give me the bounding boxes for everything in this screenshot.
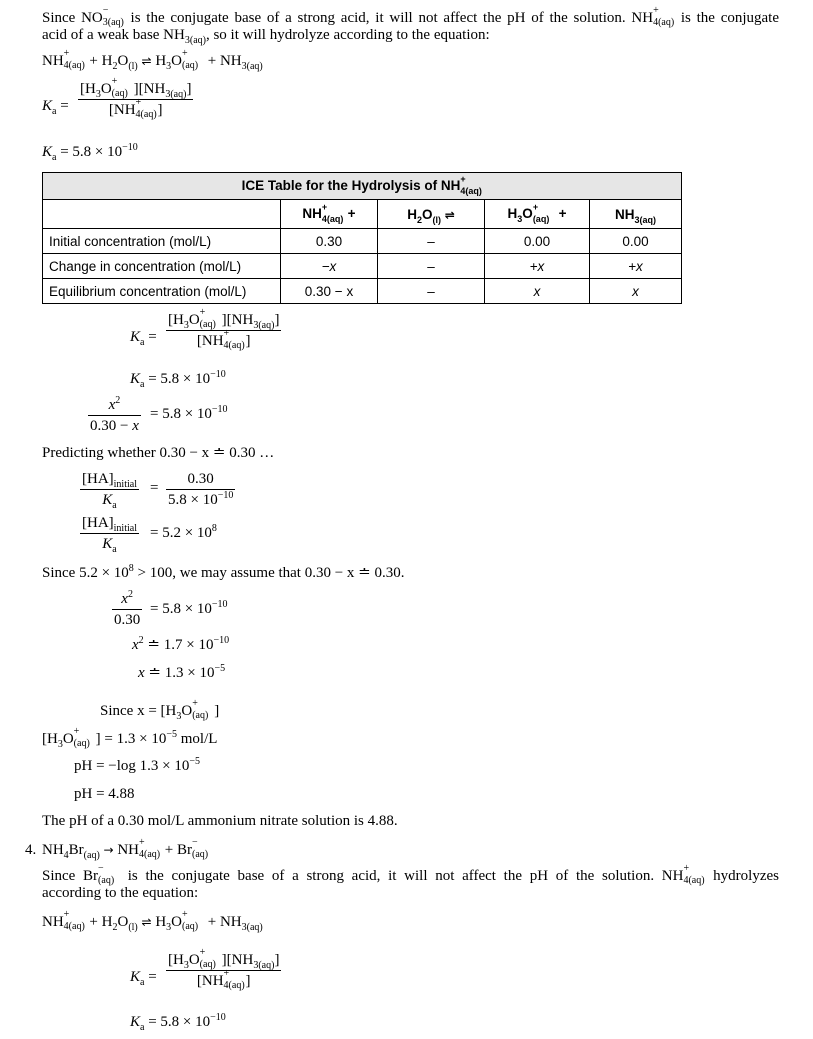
ha-ratio-fraction-2: $[HA]_{initial}$ $K_a$	[82, 515, 137, 555]
ice-cell: –	[378, 254, 485, 279]
intro-line-1: Since NO − 3(aq) is the conjugate base of a strong acid, it will not affect the pH of the solution. NH + 4(aq) is the conjugate	[42, 5, 780, 28]
q4-intro-line-2: according to the equation:	[42, 885, 199, 901]
ka-fraction-2: [$H_3O$ + (aq) ]$[NH_{3(aq)}]$ [NH + 4(aq) ]	[168, 307, 280, 351]
ice-row-label: Initial concentration (mol/L)	[43, 229, 281, 254]
ph-calc-line: pH = −log $1.3 \times 10^{-5}$	[74, 756, 201, 774]
ice-table	[42, 172, 682, 304]
ice-header-blank	[43, 200, 281, 229]
ice-cell: x	[590, 279, 682, 304]
intro-line-2: acid of a weak base $NH_{3(aq)}$, so it will hydrolyze according to the equation:	[42, 27, 490, 46]
ka-fraction-3: [$H_3O$ + (aq) ]$[NH_{3(aq)}]$ [NH + 4(aq) ]	[168, 947, 280, 991]
ice-cell: 0.30	[281, 229, 378, 254]
ice-cell: 0.30 − x	[281, 279, 378, 304]
assume-line: Since $5.2 \times 10^8 > 100$, we may assume that 0.30 − x ≐ 0.30.	[42, 563, 405, 581]
x2-over-030: $\frac{x^2}{0.30}$	[114, 589, 141, 628]
x2-over-030-value: = $5.8 \times 10^{-10}$	[150, 599, 228, 617]
ice-row	[43, 254, 682, 279]
ice-cell: −x	[281, 254, 378, 279]
x2-over-fraction: $\frac{x^2}{0.30 - x}$	[90, 395, 139, 434]
ka-symbol-3: $K_a$ =	[130, 969, 157, 988]
ice-cell: –	[378, 279, 485, 304]
since-x-line: Since $x = [H_3O$ + (aq) ]	[100, 698, 220, 722]
ice-row	[43, 279, 682, 304]
ice-row-label: Change in concentration (mol/L)	[43, 254, 281, 279]
ha-equals: =	[150, 480, 159, 496]
predicting-line: Predicting whether 0.30 − x ≐ 0.30 …	[42, 445, 275, 461]
conclusion-line: The pH of a 0.30 mol/L ammonium nitrate solution is 4.88.	[42, 813, 398, 829]
ka-value-line: $K_a = 5.8 \times 10^{-10}$	[42, 142, 138, 163]
ka-symbol: $K_a$ =	[42, 98, 69, 117]
q4-hydrolysis-equation: NH + 4(aq) + $H_2O_{(l)}$ ⇌ $H_3O$ + (aq) + $NH_{3(aq)}$	[42, 909, 263, 933]
ice-cell: 0.00	[590, 229, 682, 254]
ha-ratio-result: = $5.2 \times 10^8$	[150, 523, 217, 541]
q4-number: 4.	[25, 842, 37, 858]
ha-ratio-values: $\frac{0.30}{5.8 \times 10^{-10}}$	[168, 471, 234, 508]
ice-cell: x	[485, 279, 590, 304]
q4-intro-line-1: Since Br − (aq) is the conjugate base of a strong acid, it will not affect the pH of the solution. NH + 4(aq) hydrolyzes	[42, 863, 779, 886]
ice-row-label: Equilibrium concentration (mol/L)	[43, 279, 281, 304]
ice-cell: –	[378, 229, 485, 254]
ph-result-line: pH = 4.88	[74, 786, 135, 802]
ice-cell: 0.00	[485, 229, 590, 254]
ice-header-row	[43, 200, 682, 229]
ice-table-caption: ICE Table for the Hydrolysis of NH + 4(aq)	[43, 173, 682, 200]
ka-symbol-2: $K_a$ =	[130, 329, 157, 348]
ice-header-nh3: $NH_{3(aq)}$	[590, 200, 682, 229]
ice-row	[43, 229, 682, 254]
hydrolysis-equation: NH + 4(aq) + $H_2O_{(l)}$ ⇌ $H_3O$ + (aq) + $NH_{3(aq)}$	[42, 48, 263, 72]
ha-ratio-fraction: $[HA]_{initial}$ $K_a$	[82, 471, 137, 511]
q4-equation: $NH_4Br_{(aq)}$ → NH + 4(aq) + Br − (aq)	[42, 837, 209, 861]
ice-cell: +x	[590, 254, 682, 279]
ice-header-h3o: $H_3O$ + (aq) +	[485, 200, 590, 229]
ka-value-line-2: $K_a = 5.8 \times 10^{-10}$	[130, 369, 226, 390]
x2-over-value: = $5.8 \times 10^{-10}$	[150, 404, 228, 422]
x2-value-line: $x^2$ ≐ $1.7 \times 10^{-10}$	[132, 635, 230, 653]
ka-value-line-3: $K_a = 5.8 \times 10^{-10}$	[130, 1012, 226, 1033]
ice-cell: +x	[485, 254, 590, 279]
h3o-concentration-line: [$H_3O$ + (aq) ] = $1.3 \times 10^{-5}$ mol/L	[42, 726, 218, 750]
ka-fraction: [$H_3O$ + (aq) ]$[NH_{3(aq)}]$ [NH + 4(aq) ]	[80, 76, 192, 120]
ice-header-nh4: NH + 4(aq) +	[281, 200, 378, 229]
x-value-line: x ≐ $1.3 \times 10^{-5}$	[138, 663, 226, 681]
ice-header-h2o: $H_2O_{(l)}$ ⇌	[378, 200, 485, 229]
